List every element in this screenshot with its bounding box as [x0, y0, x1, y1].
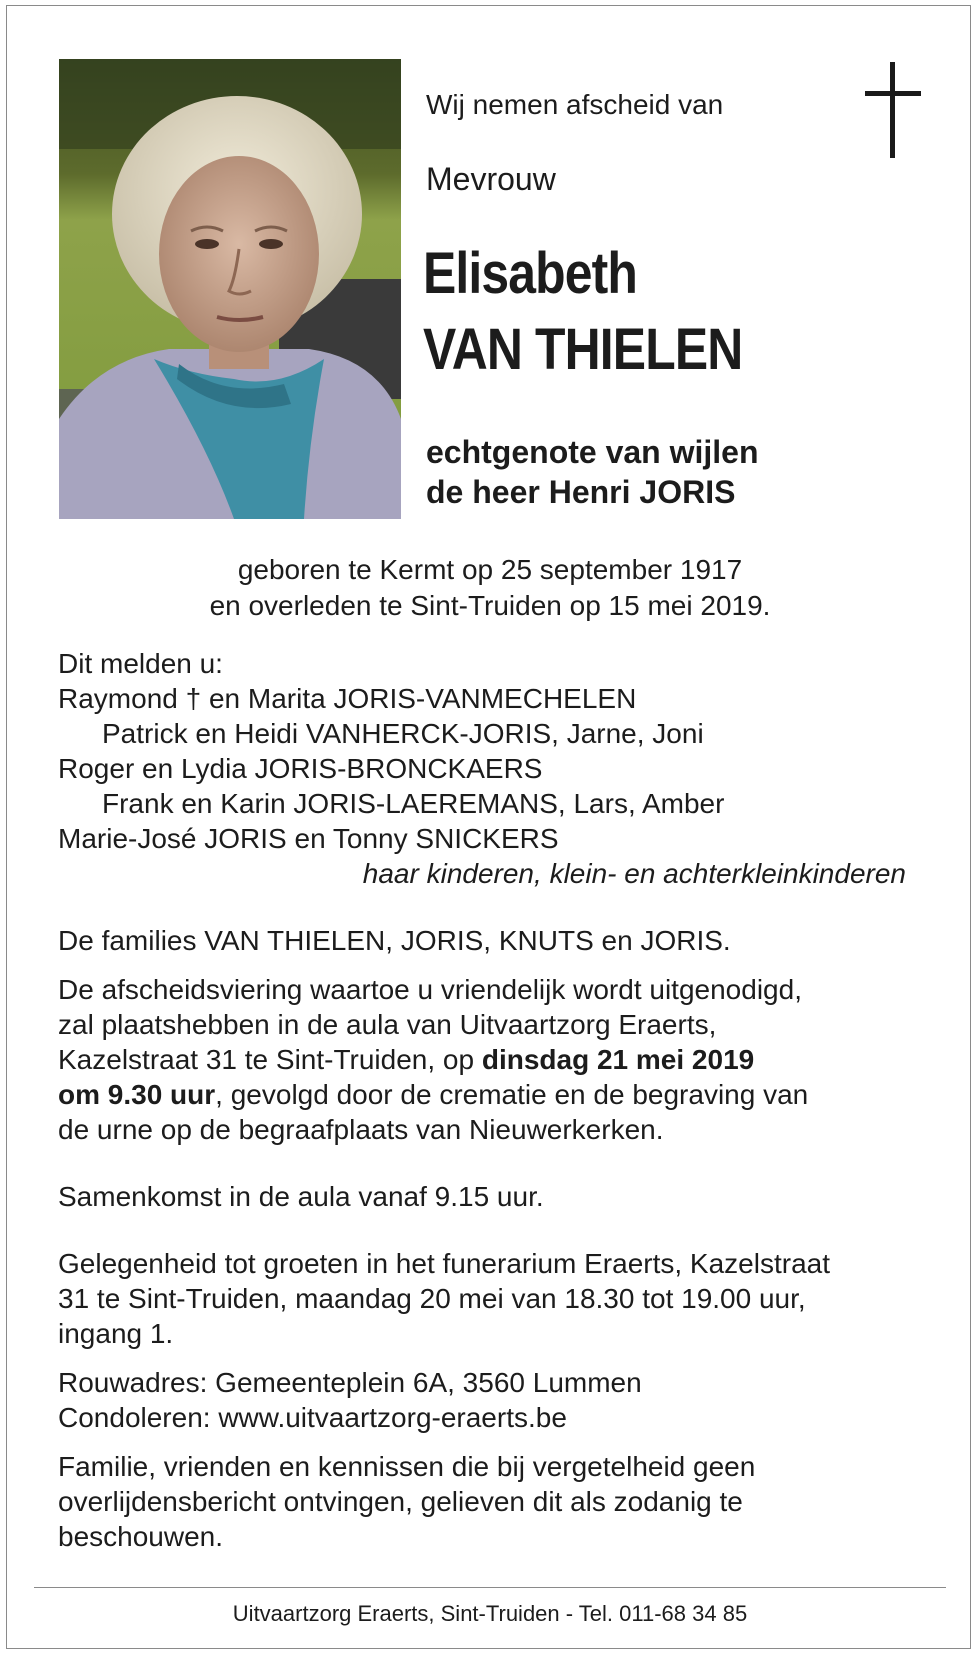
- ceremony-line-5: de urne op de begraafplaats van Nieuwerkerken.: [58, 1114, 664, 1145]
- title-text: Mevrouw: [426, 161, 556, 197]
- first-name: Elisabeth: [423, 241, 638, 306]
- birth-line: geboren te Kermt op 25 september 1917: [237, 554, 743, 585]
- family-entry: Raymond † en Marita JORIS-VANMECHELEN: [58, 683, 637, 714]
- funeral-home-footer: Uitvaartzorg Eraerts, Sint-Truiden - Tel. 011-68 34 85: [232, 1601, 748, 1626]
- death-line: en overleden te Sint-Truiden op 15 mei 2019.: [209, 590, 771, 621]
- ceremony-followup: , gevolgd door de crematie en de begraving van: [215, 1079, 809, 1110]
- family-entry: Frank en Karin JORIS-LAEREMANS, Lars, Amber: [102, 788, 725, 819]
- spouse-text: [426, 432, 759, 512]
- family-entry: Patrick en Heidi VANHERCK-JORIS, Jarne, Joni: [102, 718, 704, 749]
- closing-line-2: overlijdensbericht ontvingen, gelieven dit als zodanig te: [58, 1486, 743, 1517]
- ceremony-line-1: De afscheidsviering waartoe u vriendelijk wordt uitgenodigd,: [58, 974, 802, 1005]
- families-line: De families VAN THIELEN, JORIS, KNUTS en JORIS.: [58, 925, 731, 956]
- spouse-line-1: echtgenote van wijlen: [426, 434, 759, 470]
- family-relation: haar kinderen, klein- en achterkleinkinderen: [362, 858, 906, 889]
- family-intro: Dit melden u:: [58, 648, 223, 679]
- family-entry: Marie-José JORIS en Tonny SNICKERS: [58, 823, 559, 854]
- ceremony-line-2: zal plaatshebben in de aula van Uitvaartzorg Eraerts,: [58, 1009, 717, 1040]
- closing-line-3: beschouwen.: [58, 1521, 224, 1552]
- spouse-line-2: de heer Henri JORIS: [426, 474, 736, 510]
- ceremony-time: om 9.30 uur: [58, 1079, 216, 1110]
- deceased-name: [423, 236, 742, 388]
- visitation-line-2: 31 te Sint-Truiden, maandag 20 mei van 18.30 tot 19.00 uur,: [58, 1283, 806, 1314]
- visitation-line-3: ingang 1.: [58, 1318, 174, 1349]
- footer-divider: [34, 1587, 946, 1588]
- closing-line-1: Familie, vrienden en kennissen die bij vergetelheid geen: [58, 1451, 756, 1482]
- mourning-address: Rouwadres: Gemeenteplein 6A, 3560 Lummen: [58, 1367, 642, 1398]
- portrait-photo: [59, 59, 401, 519]
- announcement-body: [58, 646, 938, 1554]
- birth-death-info: [0, 552, 980, 624]
- condolence-website: Condoleren: www.uitvaartzorg-eraerts.be: [58, 1402, 567, 1433]
- ceremony-line-4: [58, 1077, 938, 1112]
- ceremony-line-3: [58, 1042, 938, 1077]
- ceremony-place: Kazelstraat 31 te Sint-Truiden, op: [58, 1044, 482, 1075]
- meeting-line: Samenkomst in de aula vanaf 9.15 uur.: [58, 1181, 544, 1212]
- family-entry: Roger en Lydia JORIS-BRONCKAERS: [58, 753, 543, 784]
- last-name: VAN THIELEN: [423, 317, 743, 382]
- latin-cross-icon: [865, 62, 921, 158]
- ceremony-date: dinsdag 21 mei 2019: [481, 1044, 755, 1075]
- intro-text: Wij nemen afscheid van: [426, 89, 724, 120]
- visitation-line-1: Gelegenheid tot groeten in het funerarium Eraerts, Kazelstraat: [58, 1248, 830, 1279]
